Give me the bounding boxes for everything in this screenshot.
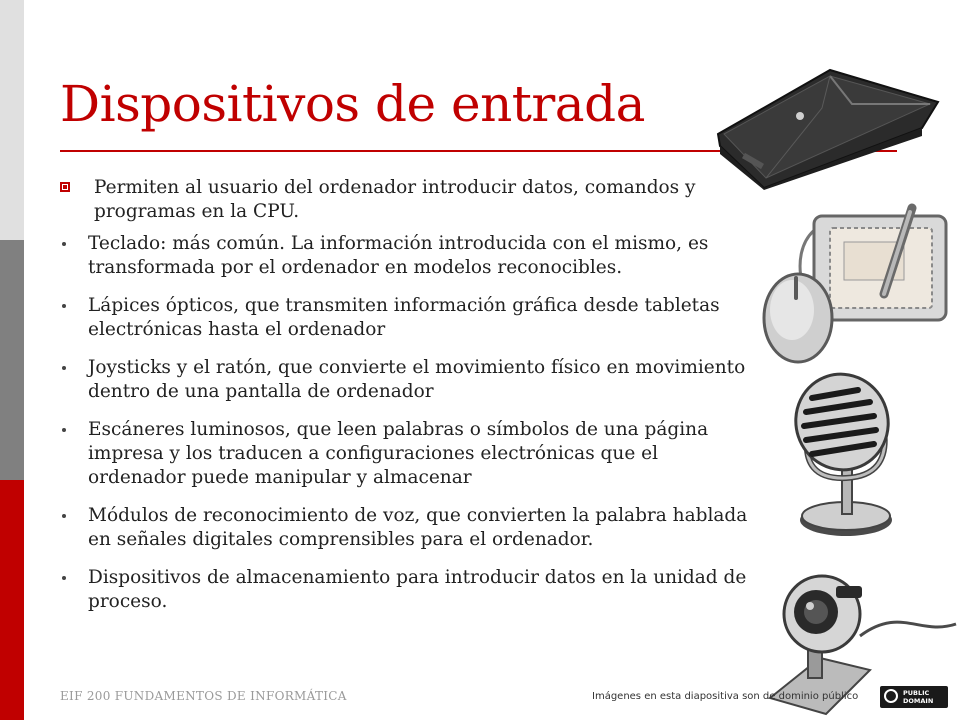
- slide-title: Dispositivos de entrada: [60, 75, 645, 133]
- dot-bullet-icon: [62, 514, 66, 518]
- sub-bullet-text: Joysticks y el ratón, que convierte el movimiento físico en movimiento dentro de una pantalla de ordenador: [88, 357, 746, 402]
- dot-bullet-icon: [62, 304, 66, 308]
- dot-bullet-icon: [62, 428, 66, 432]
- public-domain-icon: [884, 689, 898, 703]
- microphone-icon: [784, 372, 904, 542]
- mouse-tablet-icon: [752, 198, 952, 366]
- sub-bullet: [60, 232, 750, 280]
- badge-text: [903, 689, 933, 705]
- main-bullet-text: Permiten al usuario del ordenador introducir datos, comandos y programas en la CPU.: [94, 177, 696, 222]
- sub-bullet: [60, 504, 750, 552]
- square-bullet-icon: [60, 182, 70, 192]
- dot-bullet-icon: [62, 242, 66, 246]
- course-footer: EIF 200 FUNDAMENTOS DE INFORMÁTICA: [60, 689, 347, 703]
- public-domain-badge: [880, 686, 948, 708]
- sub-bullet: [60, 294, 750, 342]
- sub-bullet: [60, 418, 750, 490]
- slide-content: [60, 176, 750, 628]
- sub-bullet-text: Módulos de reconocimiento de voz, que convierten la palabra hablada en señales digitales comprensibles para el ordenador.: [88, 505, 748, 550]
- sub-bullet-text: Dispositivos de almacenamiento para introducir datos en la unidad de proceso.: [88, 567, 747, 612]
- sub-bullet: [60, 566, 750, 614]
- sub-bullet: [60, 356, 750, 404]
- sub-bullet-text: Teclado: más común. La información introducida con el mismo, es transformada por el ordenador en modelos reconocibles.: [88, 233, 709, 278]
- side-bar-red: [0, 480, 24, 720]
- side-bar-light: [0, 0, 24, 240]
- scanner-icon: [712, 66, 948, 190]
- badge-line-2: DOMAIN: [903, 697, 934, 705]
- main-bullet: [60, 176, 750, 224]
- side-bar-gray: [0, 240, 24, 480]
- image-credit: Imágenes en esta diapositiva son de dominio público: [592, 691, 859, 702]
- sub-bullet-text: Escáneres luminosos, que leen palabras o símbolos de una página impresa y los traducen a configuraciones electrónicas que el ordenador puede manipular y almacenar: [88, 419, 709, 488]
- sub-bullet-text: Lápices ópticos, que transmiten información gráfica desde tabletas electrónicas hasta el ordenador: [88, 295, 720, 340]
- dot-bullet-icon: [62, 366, 66, 370]
- badge-line-1: PUBLIC: [903, 689, 930, 697]
- dot-bullet-icon: [62, 576, 66, 580]
